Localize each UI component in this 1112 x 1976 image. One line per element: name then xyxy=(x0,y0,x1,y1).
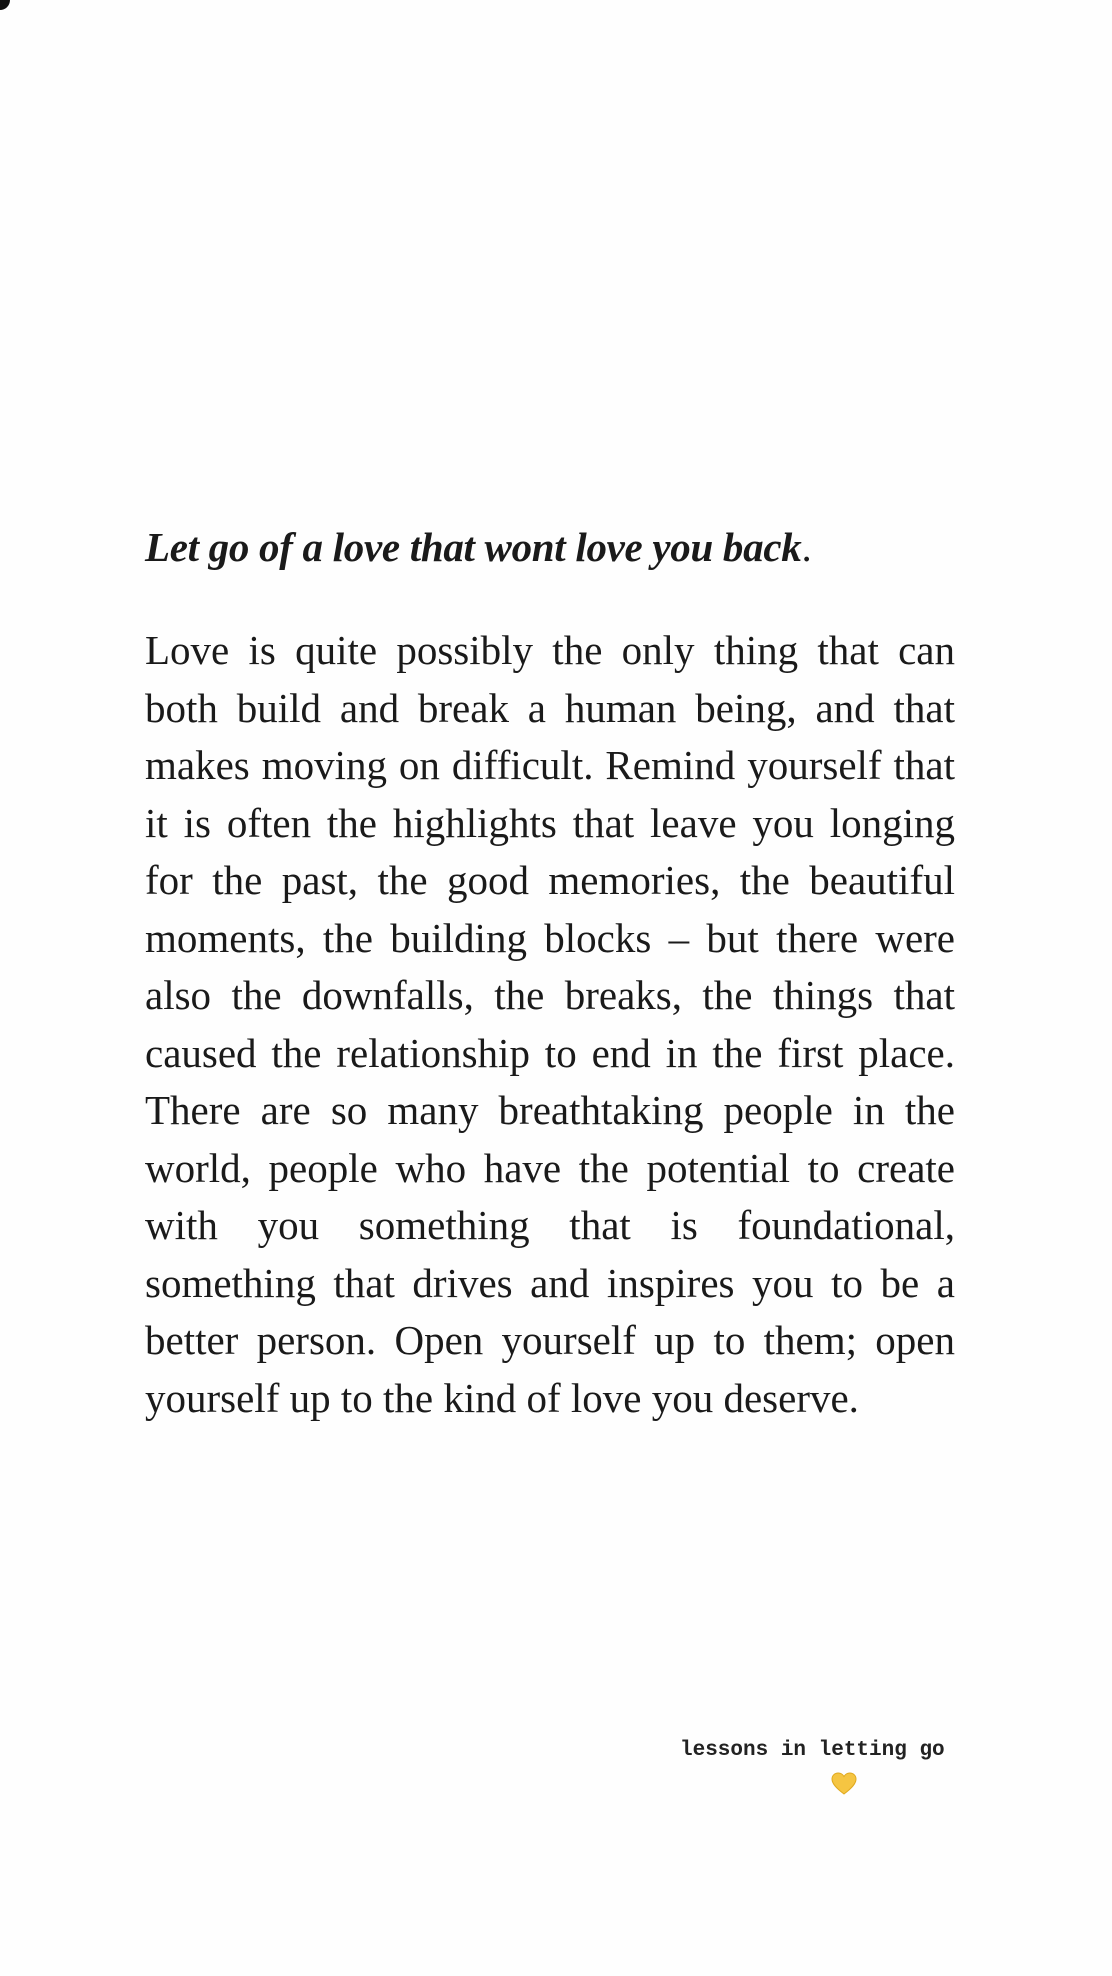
quote-headline xyxy=(145,518,955,576)
quote-headline-period: . xyxy=(801,524,812,570)
quote-block xyxy=(145,518,955,1427)
quote-headline-text: Let go of a love that wont love you back xyxy=(145,524,802,570)
quote-body: Love is quite possibly the only thing that can both build and break a human being, and that makes moving on difficult. Remind yourself that it is often the highlights that leave you longing for the past, the good memories, the beautiful moments, the building blocks – but there were also the downfalls, the breaks, the things that caused the relationship to end in the first place. There are so many breathtaking people in the world, people who have the potential to create with you something that is foundational, something that drives and inspires you to be a better person. Open yourself up to them; open yourself up to the kind of love you deserve. xyxy=(145,627,955,1421)
screen-corner xyxy=(0,0,10,10)
caption-text: lessons in letting go xyxy=(680,1739,945,1762)
yellow-heart-icon xyxy=(831,1772,857,1796)
